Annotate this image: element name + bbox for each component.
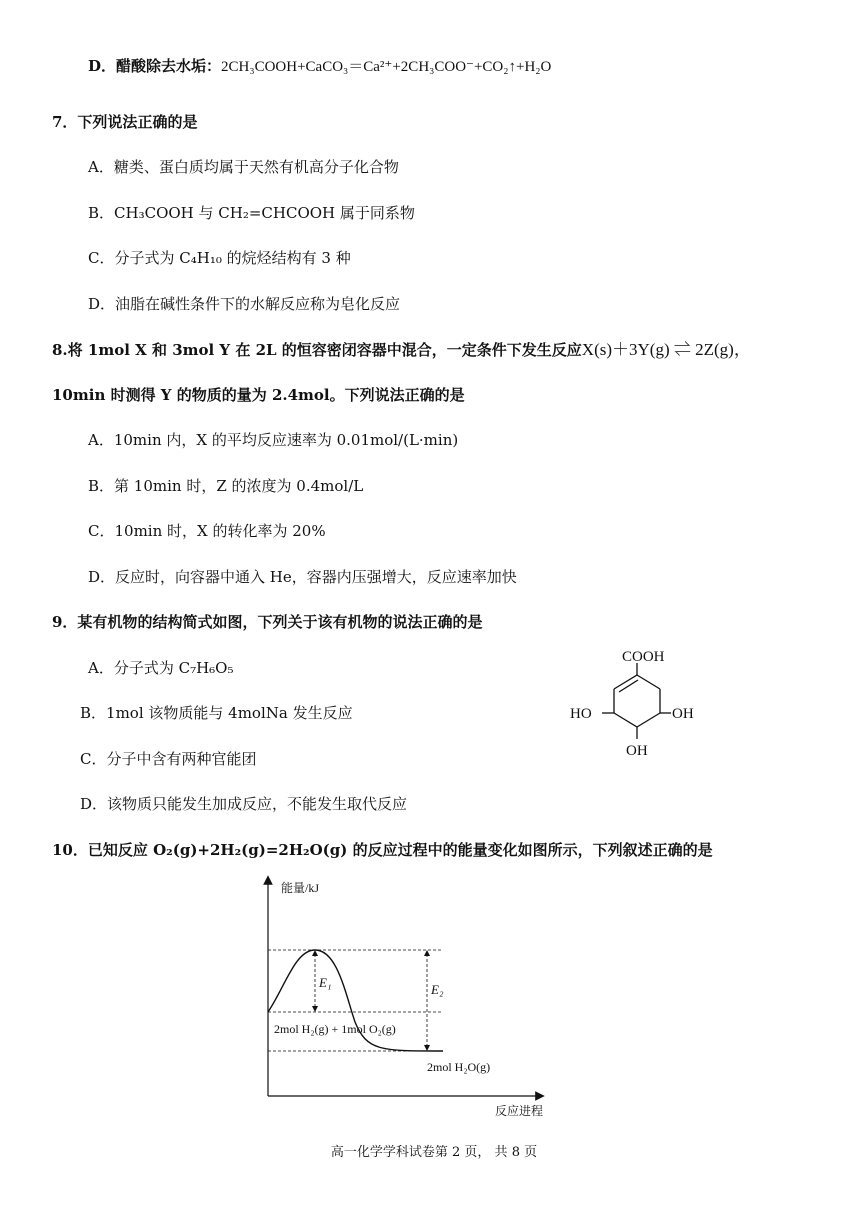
- oh-label-right: OH: [672, 706, 694, 722]
- oh-label-bottom: OH: [626, 743, 648, 759]
- q7-option-c: C．分子式为 C₄H₁₀ 的烷烃结构有 3 种: [88, 249, 351, 267]
- q8-option-d: D．反应时，向容器中通入 He，容器内压强增大，反应速率加快: [88, 568, 517, 586]
- q8-equation: X(s)＋3Y(g) ⇌ 2Z(g)，: [581, 340, 751, 359]
- x-axis-label: 反应进程: [495, 1104, 544, 1118]
- q8-option-a: A．10min 内，X 的平均反应速率为 0.01mol/(L·min): [88, 431, 459, 449]
- ring-bond: [614, 675, 637, 689]
- q8-stem-a: 8.将 1mol X 和 3mol Y 在 2L 的恒容密闭容器中混合，一定条件下发生反应: [52, 341, 582, 359]
- q6-option-d: [88, 56, 551, 77]
- e2-arrowhead-top: [424, 950, 430, 956]
- cooh-label: COOH: [622, 649, 665, 665]
- q8-option-b: B．第 10min 时，Z 的浓度为 0.4mol/L: [88, 477, 364, 495]
- q6-option-d-equation: 2CH₃COOH+CaCO₃＝Ca²⁺+2CH₃COO⁻+CO₂↑+H₂O: [221, 59, 552, 75]
- q7-option-d: D．油脂在碱性条件下的水解反应称为皂化反应: [88, 295, 401, 313]
- ring-bond: [637, 713, 660, 727]
- structure-formula-figure: [560, 645, 710, 765]
- ring-bond: [614, 713, 637, 727]
- y-axis-label: 能量/kJ: [281, 881, 320, 895]
- q9-option-c: C．分子中含有两种官能团: [80, 750, 257, 768]
- reactant-label: 2mol H₂(g) + 1mol O₂(g): [274, 1022, 396, 1036]
- q10-stem: 10．已知反应 O₂(g)+2H₂(g)=2H₂O(g) 的反应过程中的能量变化如图所示，下列叙述正确的是: [52, 841, 713, 859]
- e2-arrowhead-bottom: [424, 1045, 430, 1051]
- q9-stem: 9．某有机物的结构简式如图，下列关于该有机物的说法正确的是: [52, 613, 483, 631]
- page-footer: 高一化学学科试卷第 2 页， 共 8 页: [330, 1145, 538, 1160]
- q7-option-a: A．糖类、蛋白质均属于天然有机高分子化合物: [88, 158, 399, 176]
- q8-stem-line2: 10min 时测得 Y 的物质的量为 2.4mol。下列说法正确的是: [52, 386, 465, 404]
- energy-diagram: [255, 872, 565, 1122]
- ho-label-left: HO: [570, 706, 592, 722]
- q8-option-c: C．10min 时，X 的转化率为 20%: [88, 522, 326, 540]
- double-bond-line: [619, 680, 638, 692]
- ring-bond: [637, 675, 660, 689]
- product-label: 2mol H₂O(g): [427, 1060, 491, 1074]
- q9-option-b: B．1mol 该物质能与 4molNa 发生反应: [80, 704, 353, 722]
- q7-stem: 7．下列说法正确的是: [52, 113, 198, 131]
- q9-option-a: A．分子式为 C₇H₆O₅: [88, 659, 234, 677]
- q9-option-d: D．该物质只能发生加成反应，不能发生取代反应: [80, 795, 408, 813]
- e2-label: E₂: [431, 982, 444, 997]
- q8-stem-line1: [52, 340, 751, 360]
- q6-option-d-label: D．醋酸除去水垢：: [88, 57, 222, 75]
- e1-arrowhead-bottom: [312, 1006, 318, 1012]
- q7-option-b: B．CH₃COOH 与 CH₂=CHCOOH 属于同系物: [88, 204, 415, 222]
- e1-arrowhead-top: [312, 950, 318, 956]
- e1-label: E₁: [319, 975, 332, 990]
